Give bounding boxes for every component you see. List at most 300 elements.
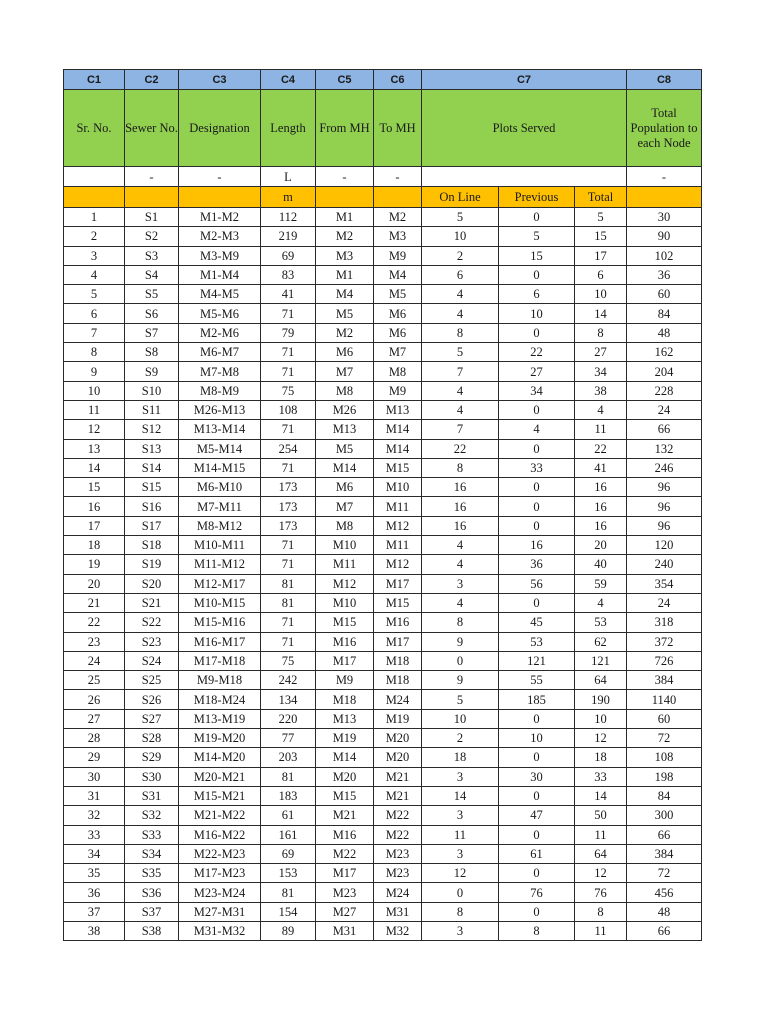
designation-cell: M31-M32: [179, 921, 261, 940]
designation-cell: M15-M16: [179, 613, 261, 632]
designation-cell: M4-M5: [179, 285, 261, 304]
designation-cell: M16-M17: [179, 632, 261, 651]
previous-cell: 0: [499, 902, 575, 921]
on-line-cell: 4: [422, 400, 499, 419]
to-mh-cell: M19: [374, 709, 422, 728]
length-cell: 173: [261, 516, 316, 535]
previous-cell: 0: [499, 400, 575, 419]
on-line-cell: 7: [422, 420, 499, 439]
from-mh-cell: M18: [316, 690, 374, 709]
to-mh-cell: M22: [374, 806, 422, 825]
table-row: [64, 574, 702, 593]
total-cell: 76: [575, 883, 627, 902]
from-mh-cell: M26: [316, 400, 374, 419]
from-mh-cell: M2: [316, 323, 374, 342]
sr-no-cell: 16: [64, 497, 125, 516]
on-line-cell: 9: [422, 632, 499, 651]
total-cell: 27: [575, 343, 627, 362]
sewer-no-cell: S15: [125, 478, 179, 497]
total-cell: 6: [575, 265, 627, 284]
to-mh-cell: M14: [374, 420, 422, 439]
table-row: [64, 497, 702, 516]
symbol-c5: -: [316, 167, 374, 187]
symbol-c6: -: [374, 167, 422, 187]
table-row: [64, 304, 702, 323]
sewer-no-cell: S33: [125, 825, 179, 844]
on-line-cell: 4: [422, 536, 499, 555]
table-row: [64, 767, 702, 786]
previous-cell: 0: [499, 208, 575, 227]
sewer-no-cell: S4: [125, 265, 179, 284]
table-row: [64, 729, 702, 748]
population-cell: 132: [627, 439, 702, 458]
to-mh-cell: M15: [374, 458, 422, 477]
to-mh-cell: M11: [374, 497, 422, 516]
to-mh-cell: M8: [374, 362, 422, 381]
from-mh-cell: M12: [316, 574, 374, 593]
symbol-c7: [422, 167, 627, 187]
length-cell: 69: [261, 246, 316, 265]
length-cell: 71: [261, 343, 316, 362]
from-mh-cell: M5: [316, 304, 374, 323]
unit-c6: [374, 187, 422, 208]
population-cell: 60: [627, 709, 702, 728]
to-mh-cell: M6: [374, 323, 422, 342]
table-row: [64, 400, 702, 419]
length-cell: 69: [261, 844, 316, 863]
to-mh-cell: M23: [374, 844, 422, 863]
table-row: [64, 786, 702, 805]
from-mh-cell: M21: [316, 806, 374, 825]
from-mh-cell: M1: [316, 208, 374, 227]
table-row: [64, 362, 702, 381]
length-cell: 71: [261, 613, 316, 632]
length-cell: 71: [261, 458, 316, 477]
sewer-no-cell: S37: [125, 902, 179, 921]
designation-cell: M22-M23: [179, 844, 261, 863]
previous-cell: 5: [499, 227, 575, 246]
population-cell: 24: [627, 400, 702, 419]
population-cell: 318: [627, 613, 702, 632]
from-mh-cell: M10: [316, 593, 374, 612]
to-mh-cell: M9: [374, 246, 422, 265]
previous-cell: 22: [499, 343, 575, 362]
population-cell: 120: [627, 536, 702, 555]
sewer-no-cell: S22: [125, 613, 179, 632]
table-body: [64, 70, 702, 941]
total-cell: 14: [575, 304, 627, 323]
previous-cell: 27: [499, 362, 575, 381]
total-cell: 121: [575, 651, 627, 670]
table-row: [64, 902, 702, 921]
population-cell: 90: [627, 227, 702, 246]
designation-cell: M7-M8: [179, 362, 261, 381]
length-cell: 71: [261, 536, 316, 555]
table-row: [64, 632, 702, 651]
from-mh-cell: M14: [316, 748, 374, 767]
population-cell: 102: [627, 246, 702, 265]
total-cell: 16: [575, 497, 627, 516]
on-line-cell: 8: [422, 902, 499, 921]
table-row: [64, 208, 702, 227]
sr-no-cell: 15: [64, 478, 125, 497]
on-line-cell: 0: [422, 883, 499, 902]
length-cell: 81: [261, 883, 316, 902]
on-line-cell: 3: [422, 767, 499, 786]
header-to-mh: To MH: [374, 90, 422, 167]
population-cell: 66: [627, 825, 702, 844]
population-cell: 246: [627, 458, 702, 477]
sewer-no-cell: S26: [125, 690, 179, 709]
sewer-no-cell: S7: [125, 323, 179, 342]
previous-cell: 0: [499, 323, 575, 342]
to-mh-cell: M32: [374, 921, 422, 940]
sewer-no-cell: S18: [125, 536, 179, 555]
table-row: [64, 921, 702, 940]
sr-no-cell: 23: [64, 632, 125, 651]
sewer-no-cell: S2: [125, 227, 179, 246]
on-line-cell: 4: [422, 304, 499, 323]
previous-cell: 0: [499, 593, 575, 612]
sewer-no-cell: S23: [125, 632, 179, 651]
sr-no-cell: 13: [64, 439, 125, 458]
length-cell: 81: [261, 593, 316, 612]
previous-cell: 0: [499, 786, 575, 805]
from-mh-cell: M15: [316, 613, 374, 632]
sewer-no-cell: S1: [125, 208, 179, 227]
previous-cell: 76: [499, 883, 575, 902]
length-cell: 75: [261, 381, 316, 400]
previous-cell: 0: [499, 748, 575, 767]
header-length: Length: [261, 90, 316, 167]
on-line-cell: 4: [422, 593, 499, 612]
designation-cell: M12-M17: [179, 574, 261, 593]
sr-no-cell: 7: [64, 323, 125, 342]
length-cell: 153: [261, 864, 316, 883]
population-cell: 300: [627, 806, 702, 825]
previous-cell: 0: [499, 825, 575, 844]
to-mh-cell: M20: [374, 748, 422, 767]
previous-cell: 33: [499, 458, 575, 477]
previous-cell: 185: [499, 690, 575, 709]
on-line-cell: 8: [422, 323, 499, 342]
table-row: [64, 864, 702, 883]
sr-no-cell: 35: [64, 864, 125, 883]
column-code-row: [64, 70, 702, 90]
previous-cell: 15: [499, 246, 575, 265]
on-line-cell: 4: [422, 381, 499, 400]
on-line-cell: 22: [422, 439, 499, 458]
sewer-no-cell: S38: [125, 921, 179, 940]
code-c4: C4: [261, 70, 316, 90]
to-mh-cell: M17: [374, 632, 422, 651]
to-mh-cell: M23: [374, 864, 422, 883]
population-cell: 372: [627, 632, 702, 651]
to-mh-cell: M4: [374, 265, 422, 284]
sewer-no-cell: S20: [125, 574, 179, 593]
symbol-c2: -: [125, 167, 179, 187]
total-cell: 12: [575, 729, 627, 748]
code-c8: C8: [627, 70, 702, 90]
previous-cell: 56: [499, 574, 575, 593]
sr-no-cell: 9: [64, 362, 125, 381]
sr-no-cell: 34: [64, 844, 125, 863]
on-line-cell: 3: [422, 844, 499, 863]
from-mh-cell: M16: [316, 632, 374, 651]
from-mh-cell: M6: [316, 343, 374, 362]
designation-cell: M2-M6: [179, 323, 261, 342]
total-cell: 14: [575, 786, 627, 805]
population-cell: 60: [627, 285, 702, 304]
to-mh-cell: M31: [374, 902, 422, 921]
length-cell: 154: [261, 902, 316, 921]
from-mh-cell: M27: [316, 902, 374, 921]
designation-cell: M26-M13: [179, 400, 261, 419]
population-cell: 84: [627, 786, 702, 805]
designation-cell: M23-M24: [179, 883, 261, 902]
length-cell: 220: [261, 709, 316, 728]
sr-no-cell: 4: [64, 265, 125, 284]
table-row: [64, 285, 702, 304]
length-cell: 71: [261, 632, 316, 651]
sewer-no-cell: S5: [125, 285, 179, 304]
on-line-cell: 8: [422, 458, 499, 477]
previous-cell: 36: [499, 555, 575, 574]
population-cell: 726: [627, 651, 702, 670]
table-row: [64, 323, 702, 342]
to-mh-cell: M12: [374, 516, 422, 535]
designation-cell: M2-M3: [179, 227, 261, 246]
from-mh-cell: M5: [316, 439, 374, 458]
total-cell: 41: [575, 458, 627, 477]
to-mh-cell: M15: [374, 593, 422, 612]
sewer-no-cell: S29: [125, 748, 179, 767]
sr-no-cell: 29: [64, 748, 125, 767]
symbol-row: [64, 167, 702, 187]
table-row: [64, 806, 702, 825]
length-cell: 112: [261, 208, 316, 227]
header-plots-served: Plots Served: [422, 90, 627, 167]
from-mh-cell: M17: [316, 651, 374, 670]
to-mh-cell: M20: [374, 729, 422, 748]
designation-cell: M8-M9: [179, 381, 261, 400]
sr-no-cell: 36: [64, 883, 125, 902]
designation-cell: M5-M6: [179, 304, 261, 323]
code-c3: C3: [179, 70, 261, 90]
sewer-no-cell: S28: [125, 729, 179, 748]
previous-cell: 0: [499, 265, 575, 284]
sewer-no-cell: S9: [125, 362, 179, 381]
on-line-cell: 2: [422, 729, 499, 748]
total-cell: 8: [575, 902, 627, 921]
previous-cell: 61: [499, 844, 575, 863]
length-cell: 61: [261, 806, 316, 825]
total-cell: 22: [575, 439, 627, 458]
to-mh-cell: M24: [374, 690, 422, 709]
table-row: [64, 844, 702, 863]
table-row: [64, 555, 702, 574]
designation-cell: M18-M24: [179, 690, 261, 709]
sr-no-cell: 1: [64, 208, 125, 227]
column-header-row: [64, 90, 702, 167]
total-cell: 64: [575, 844, 627, 863]
on-line-cell: 3: [422, 921, 499, 940]
population-cell: 96: [627, 497, 702, 516]
population-cell: 384: [627, 844, 702, 863]
population-cell: 204: [627, 362, 702, 381]
sewer-no-cell: S6: [125, 304, 179, 323]
total-cell: 4: [575, 593, 627, 612]
to-mh-cell: M21: [374, 767, 422, 786]
total-cell: 17: [575, 246, 627, 265]
length-cell: 71: [261, 420, 316, 439]
symbol-c4: L: [261, 167, 316, 187]
length-cell: 71: [261, 362, 316, 381]
population-cell: 30: [627, 208, 702, 227]
designation-cell: M8-M12: [179, 516, 261, 535]
to-mh-cell: M6: [374, 304, 422, 323]
sr-no-cell: 3: [64, 246, 125, 265]
designation-cell: M10-M11: [179, 536, 261, 555]
sr-no-cell: 22: [64, 613, 125, 632]
sewer-no-cell: S27: [125, 709, 179, 728]
from-mh-cell: M20: [316, 767, 374, 786]
sr-no-cell: 21: [64, 593, 125, 612]
to-mh-cell: M12: [374, 555, 422, 574]
sr-no-cell: 33: [64, 825, 125, 844]
from-mh-cell: M13: [316, 420, 374, 439]
length-cell: 89: [261, 921, 316, 940]
population-cell: 456: [627, 883, 702, 902]
on-line-cell: 18: [422, 748, 499, 767]
length-cell: 83: [261, 265, 316, 284]
previous-cell: 45: [499, 613, 575, 632]
on-line-cell: 7: [422, 362, 499, 381]
to-mh-cell: M10: [374, 478, 422, 497]
previous-cell: 53: [499, 632, 575, 651]
header-total-population: Total Population to each Node: [627, 90, 702, 167]
length-cell: 161: [261, 825, 316, 844]
length-cell: 242: [261, 671, 316, 690]
total-cell: 53: [575, 613, 627, 632]
sewer-no-cell: S8: [125, 343, 179, 362]
designation-cell: M11-M12: [179, 555, 261, 574]
designation-cell: M15-M21: [179, 786, 261, 805]
population-cell: 72: [627, 729, 702, 748]
sr-no-cell: 26: [64, 690, 125, 709]
sr-no-cell: 24: [64, 651, 125, 670]
unit-length: m: [261, 187, 316, 208]
length-cell: 203: [261, 748, 316, 767]
table-row: [64, 227, 702, 246]
table-row: [64, 690, 702, 709]
sewer-no-cell: S21: [125, 593, 179, 612]
length-cell: 173: [261, 497, 316, 516]
symbol-c1: [64, 167, 125, 187]
sr-no-cell: 30: [64, 767, 125, 786]
to-mh-cell: M9: [374, 381, 422, 400]
to-mh-cell: M24: [374, 883, 422, 902]
designation-cell: M7-M11: [179, 497, 261, 516]
table-row: [64, 458, 702, 477]
length-cell: 134: [261, 690, 316, 709]
to-mh-cell: M18: [374, 671, 422, 690]
population-cell: 96: [627, 516, 702, 535]
table-row: [64, 516, 702, 535]
sr-no-cell: 20: [64, 574, 125, 593]
length-cell: 41: [261, 285, 316, 304]
on-line-cell: 0: [422, 651, 499, 670]
sewer-no-cell: S12: [125, 420, 179, 439]
length-cell: 173: [261, 478, 316, 497]
unit-row: [64, 187, 702, 208]
from-mh-cell: M19: [316, 729, 374, 748]
sewer-no-cell: S16: [125, 497, 179, 516]
sr-no-cell: 2: [64, 227, 125, 246]
total-cell: 20: [575, 536, 627, 555]
total-cell: 16: [575, 478, 627, 497]
total-cell: 50: [575, 806, 627, 825]
designation-cell: M1-M4: [179, 265, 261, 284]
on-line-cell: 6: [422, 265, 499, 284]
population-cell: 84: [627, 304, 702, 323]
previous-cell: 0: [499, 439, 575, 458]
to-mh-cell: M7: [374, 343, 422, 362]
sewer-no-cell: S10: [125, 381, 179, 400]
to-mh-cell: M16: [374, 613, 422, 632]
sewer-no-cell: S17: [125, 516, 179, 535]
from-mh-cell: M10: [316, 536, 374, 555]
on-line-cell: 3: [422, 806, 499, 825]
header-sr-no: Sr. No.: [64, 90, 125, 167]
table-row: [64, 246, 702, 265]
total-cell: 64: [575, 671, 627, 690]
length-cell: 183: [261, 786, 316, 805]
sr-no-cell: 18: [64, 536, 125, 555]
table-row: [64, 651, 702, 670]
code-c2: C2: [125, 70, 179, 90]
total-cell: 18: [575, 748, 627, 767]
sr-no-cell: 37: [64, 902, 125, 921]
on-line-cell: 16: [422, 497, 499, 516]
to-mh-cell: M17: [374, 574, 422, 593]
total-cell: 8: [575, 323, 627, 342]
from-mh-cell: M15: [316, 786, 374, 805]
previous-cell: 0: [499, 864, 575, 883]
previous-cell: 34: [499, 381, 575, 400]
total-cell: 11: [575, 420, 627, 439]
to-mh-cell: M18: [374, 651, 422, 670]
header-designation: Designation: [179, 90, 261, 167]
previous-cell: 6: [499, 285, 575, 304]
population-cell: 48: [627, 323, 702, 342]
from-mh-cell: M8: [316, 516, 374, 535]
length-cell: 79: [261, 323, 316, 342]
sr-no-cell: 32: [64, 806, 125, 825]
previous-cell: 0: [499, 709, 575, 728]
designation-cell: M20-M21: [179, 767, 261, 786]
previous-cell: 16: [499, 536, 575, 555]
on-line-cell: 11: [422, 825, 499, 844]
sewer-no-cell: S30: [125, 767, 179, 786]
table-row: [64, 883, 702, 902]
header-sewer-no: Sewer No.: [125, 90, 179, 167]
from-mh-cell: M6: [316, 478, 374, 497]
from-mh-cell: M16: [316, 825, 374, 844]
previous-cell: 55: [499, 671, 575, 690]
designation-cell: M16-M22: [179, 825, 261, 844]
symbol-c3: -: [179, 167, 261, 187]
